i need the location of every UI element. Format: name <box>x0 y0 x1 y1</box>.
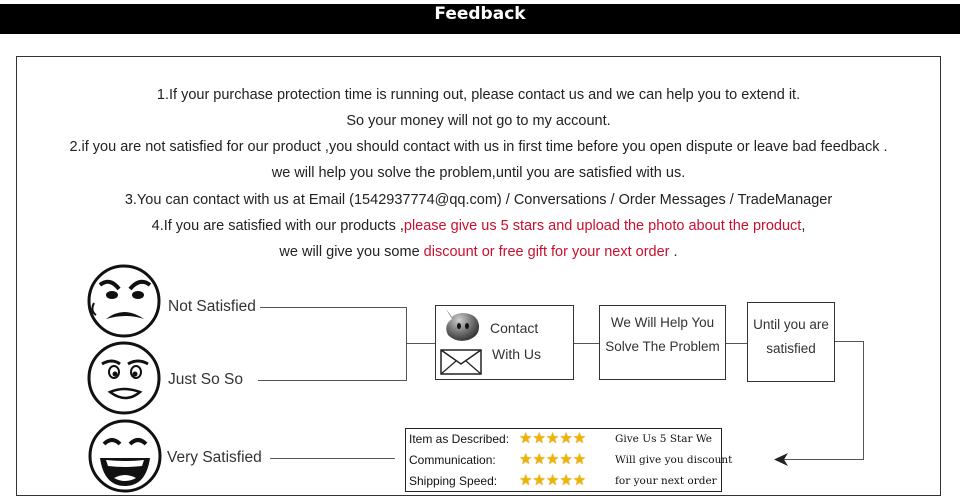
intro-line-6-prefix: 4.If you are satisfied with our products , <box>151 218 404 234</box>
intro-line-5: 3.You can contact with us at Email (1542937774@qq.com) / Conversations / Order Messages / TradeManager <box>124 192 833 208</box>
contact-label-2: With Us <box>492 346 541 362</box>
star-rating-shipping: ★★★★★ <box>519 472 587 489</box>
star-rating-item: ★★★★★ <box>519 430 587 447</box>
connector-back <box>784 459 864 460</box>
intro-line-6-suffix: , <box>801 218 806 234</box>
until-satisfied-label-1: Until you are <box>753 317 829 332</box>
connector-so-so <box>258 380 406 381</box>
connector-vertical <box>406 307 407 381</box>
star-rating-communication: ★★★★★ <box>519 451 587 468</box>
connector-down <box>863 341 864 460</box>
contact-label-1: Contact <box>490 320 539 336</box>
angry-face-icon <box>86 263 162 339</box>
intro-line-2: So your money will not go to my account. <box>346 113 611 129</box>
envelope-icon <box>440 349 482 375</box>
rating-label-item: Item as Described: <box>409 432 510 446</box>
rating-note-1: Give Us 5 Star We <box>615 433 713 445</box>
intro-line-7-highlight: discount or free gift for your next order <box>423 244 670 260</box>
connector-contact-help <box>573 343 599 344</box>
intro-line-7-prefix: we will give you some <box>279 244 424 260</box>
intro-line-1: 1.If your purchase protection time is running out, please contact us and we can help you to extend it. <box>156 87 801 103</box>
not-satisfied-label: Not Satisfied <box>168 298 256 315</box>
connector-help-satisfied <box>726 343 748 344</box>
connector-to-contact <box>406 343 436 344</box>
intro-line-7-suffix: . <box>669 244 678 260</box>
very-satisfied-label: Very Satisfied <box>167 449 262 466</box>
rating-label-shipping: Shipping Speed: <box>409 474 498 488</box>
help-label-2: Solve The Problem <box>605 339 720 354</box>
intro-line-6-highlight: please give us 5 stars and upload the photo about the product <box>403 218 802 234</box>
rating-note-2: Will give you discount <box>615 454 733 466</box>
chat-bubble-icon <box>440 305 482 343</box>
help-label-1: We Will Help You <box>610 315 715 330</box>
intro-line-3: 2.if you are not satisfied for our product ,you should contact with us in first time before you open dispute or leave bad feedback . <box>69 139 888 155</box>
page-title: Feedback <box>434 4 526 24</box>
connector-satisfied-right <box>834 341 864 342</box>
intro-line-7 <box>16 244 941 260</box>
happy-face-icon <box>86 418 164 494</box>
connector-very-satisfied <box>270 458 395 459</box>
intro-line-6 <box>16 218 941 234</box>
until-satisfied-label-2: satisfied <box>766 341 816 356</box>
connector-not-satisfied <box>260 307 406 308</box>
rating-note-3: for your next order <box>615 475 717 487</box>
so-so-label: Just So So <box>168 371 243 388</box>
neutral-face-icon <box>86 340 162 416</box>
rating-label-communication: Communication: <box>409 453 496 467</box>
intro-line-4: we will help you solve the problem,until you are satisfied with us. <box>271 165 686 181</box>
arrow-left-icon <box>774 453 788 466</box>
